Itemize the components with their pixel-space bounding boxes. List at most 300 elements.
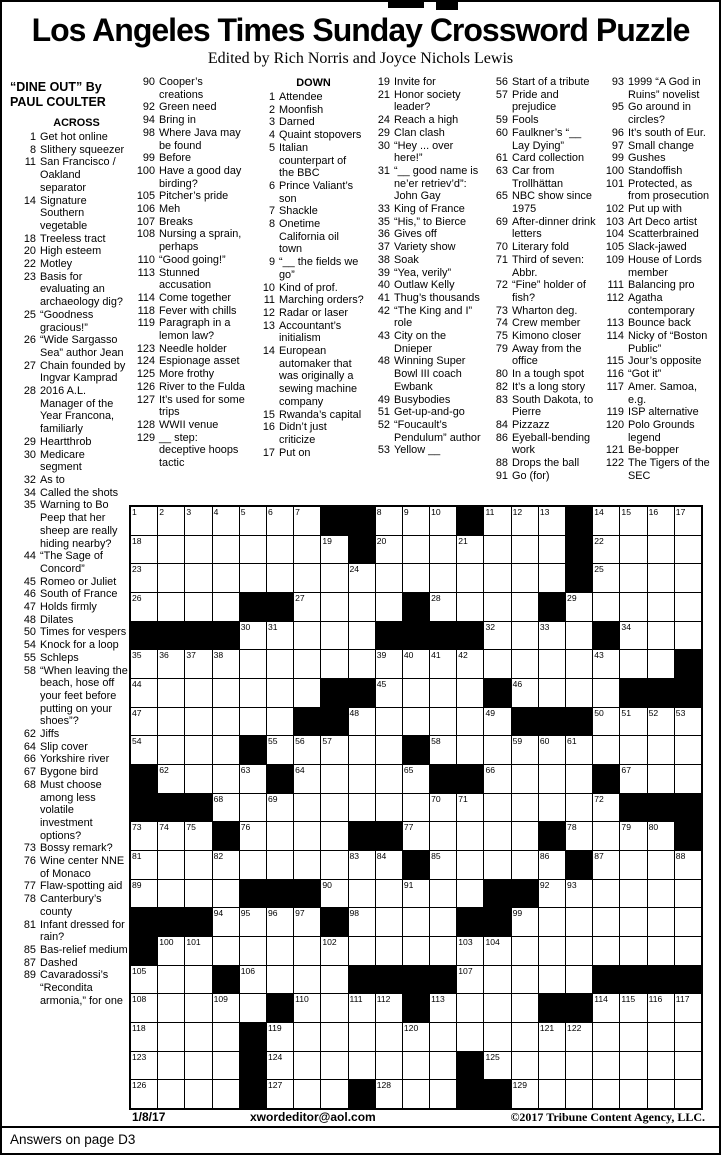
grid-cell xyxy=(457,536,483,564)
clue-number: 37 xyxy=(377,241,390,254)
grid-cell xyxy=(457,679,483,707)
clue-number: 68 xyxy=(23,778,36,791)
grid-cell xyxy=(185,880,211,908)
grid-cell-black xyxy=(484,880,510,908)
clue-number: 100 xyxy=(136,164,155,177)
grid-cell xyxy=(213,536,239,564)
clue-item xyxy=(129,394,247,419)
grid-cell-number: 56 xyxy=(295,736,305,747)
grid-cell-number: 11 xyxy=(485,507,495,517)
clue-text: Stunned accusation xyxy=(159,266,212,292)
clue-number: 79 xyxy=(495,342,508,355)
clue-number: 80 xyxy=(495,368,508,381)
grid-cell xyxy=(566,966,592,994)
grid-cell-number: 55 xyxy=(267,736,278,747)
grid-cell-number: 48 xyxy=(349,707,360,718)
grid-cell-number: 112 xyxy=(376,994,391,1005)
grid-cell-number: 19 xyxy=(322,535,332,546)
grid-cell xyxy=(131,564,157,592)
grid-cell xyxy=(484,507,510,535)
grid-cell-black xyxy=(566,507,592,535)
clue-number: 86 xyxy=(495,431,508,444)
grid-cell xyxy=(484,765,510,793)
grid-cell-black xyxy=(376,622,402,650)
grid-cell xyxy=(294,966,320,994)
grid-cell xyxy=(240,507,266,535)
grid-cell xyxy=(131,536,157,564)
clue-text: “His,” to Bierce xyxy=(394,215,467,228)
clue-item xyxy=(482,305,598,318)
grid-cell xyxy=(158,937,184,965)
clue-text: Pizzazz xyxy=(512,418,550,431)
clue-item xyxy=(249,409,364,422)
grid-cell-number: 23 xyxy=(132,564,142,575)
clue-text: It’s south of Eur. xyxy=(628,126,706,139)
grid-cell-number: 80 xyxy=(648,822,659,833)
clue-text: Pitcher’s pride xyxy=(159,190,229,203)
grid-cell xyxy=(566,822,592,850)
clue-number: 83 xyxy=(495,393,508,406)
clue-text: Breaks xyxy=(159,215,193,228)
grid-cell-number: 105 xyxy=(132,965,147,976)
grid-cell-number: 120 xyxy=(403,1022,419,1033)
clue-column-1 xyxy=(10,116,129,1008)
clue-text: Espionage asset xyxy=(159,355,240,368)
clue-text: Schleps xyxy=(40,651,79,664)
grid-cell xyxy=(593,736,619,764)
grid-cell-black xyxy=(457,1080,483,1108)
grid-cell xyxy=(648,765,674,793)
grid-cell-black xyxy=(566,851,592,879)
clue-item xyxy=(598,406,716,419)
grid-cell xyxy=(566,937,592,965)
clue-text: “Foucault’s Pendulum” author xyxy=(394,418,481,444)
clue-item xyxy=(129,127,247,152)
clue-number: 64 xyxy=(23,740,36,753)
grid-cell-black xyxy=(240,1080,266,1108)
answers-note: Answers on page D3 xyxy=(10,1132,136,1147)
clue-number: 126 xyxy=(136,380,155,393)
clue-item xyxy=(129,381,247,394)
grid-cell-number: 101 xyxy=(186,936,201,947)
clue-number: 49 xyxy=(377,393,390,406)
grid-cell xyxy=(620,994,646,1022)
clue-number: 57 xyxy=(495,88,508,101)
clue-item xyxy=(129,216,247,229)
grid-cell xyxy=(566,650,592,678)
clue-text: Amer. Samoa, e.g. xyxy=(628,380,698,406)
grid-cell xyxy=(213,736,239,764)
grid-cell xyxy=(457,650,483,678)
clue-number: 29 xyxy=(23,435,36,448)
grid-cell xyxy=(566,593,592,621)
grid-cell xyxy=(158,507,184,535)
grid-cell xyxy=(430,536,456,564)
clue-number: 100 xyxy=(605,164,624,177)
clue-text: King of France xyxy=(394,203,465,216)
clue-item xyxy=(598,140,716,153)
grid-cell-black xyxy=(213,966,239,994)
grid-cell xyxy=(620,1023,646,1051)
clue-item xyxy=(129,343,247,356)
clue-item xyxy=(482,165,598,190)
clue-item xyxy=(598,241,716,254)
grid-cell xyxy=(484,564,510,592)
grid-cell xyxy=(185,966,211,994)
grid-cell xyxy=(267,1080,293,1108)
clue-item xyxy=(10,728,129,741)
grid-cell xyxy=(430,650,456,678)
grid-cell-black xyxy=(648,679,674,707)
grid-cell xyxy=(213,1023,239,1051)
grid-cell-number: 96 xyxy=(267,908,278,919)
clue-number: 59 xyxy=(495,114,508,127)
grid-cell-number: 84 xyxy=(376,850,387,861)
grid-cell-black xyxy=(158,794,184,822)
clue-item xyxy=(10,601,129,614)
grid-cell xyxy=(294,822,320,850)
clue-number: 38 xyxy=(377,253,390,266)
grid-cell-number: 59 xyxy=(512,736,523,747)
clue-item xyxy=(10,576,129,589)
clue-item xyxy=(129,228,247,253)
grid-cell-number: 43 xyxy=(594,650,604,661)
clue-number: 63 xyxy=(495,164,508,177)
clue-item xyxy=(129,432,247,470)
grid-cell xyxy=(403,794,429,822)
grid-cell-number: 124 xyxy=(267,1051,283,1062)
clue-number: 7 xyxy=(268,205,275,218)
grid-cell xyxy=(403,765,429,793)
grid-cell-number: 53 xyxy=(675,707,686,718)
grid-cell xyxy=(213,765,239,793)
clue-number: 69 xyxy=(495,215,508,228)
grid-cell-number: 66 xyxy=(485,764,496,775)
grid-cell xyxy=(648,822,674,850)
clue-number: 96 xyxy=(611,126,624,139)
clue-text: Moonfish xyxy=(279,103,324,116)
grid-cell-number: 25 xyxy=(594,564,604,575)
clue-number: 10 xyxy=(262,281,275,294)
clue-item xyxy=(482,241,598,254)
grid-cell-number: 38 xyxy=(213,650,224,661)
clue-number: 91 xyxy=(495,469,508,482)
grid-cell xyxy=(675,593,701,621)
grid-cell-black xyxy=(430,765,456,793)
grid-cell xyxy=(539,507,565,535)
grid-cell xyxy=(294,765,320,793)
grid-cell xyxy=(484,650,510,678)
clue-text: Come together xyxy=(159,291,232,304)
grid-cell xyxy=(267,937,293,965)
clue-text: Bossy remark? xyxy=(40,842,113,855)
clue-item xyxy=(482,394,598,419)
grid-cell-number: 127 xyxy=(267,1080,283,1091)
grid-cell xyxy=(648,851,674,879)
clue-item xyxy=(364,216,482,229)
grid-cell xyxy=(539,937,565,965)
grid-cell xyxy=(294,736,320,764)
grid-cell xyxy=(321,650,347,678)
grid-cell xyxy=(376,593,402,621)
clue-item xyxy=(482,330,598,343)
grid-cell-black xyxy=(457,765,483,793)
clue-text: “Got it” xyxy=(628,368,662,381)
clue-item xyxy=(482,114,598,127)
clue-text: In a tough spot xyxy=(512,368,585,381)
clue-item xyxy=(364,267,482,280)
grid-cell xyxy=(512,536,538,564)
grid-cell-black xyxy=(321,507,347,535)
byline-puzzle-title: “DINE OUT” By xyxy=(10,80,102,94)
grid-cell-black xyxy=(403,736,429,764)
clue-text: River to the Fulda xyxy=(159,380,245,393)
clue-text: Treeless tract xyxy=(40,232,106,245)
clue-text: Busybodies xyxy=(394,393,451,406)
clue-number: 129 xyxy=(136,431,155,444)
grid-cell xyxy=(213,794,239,822)
clue-text: Nursing a sprain, perhaps xyxy=(159,228,242,254)
grid-cell xyxy=(349,1023,375,1051)
grid-cell xyxy=(321,736,347,764)
clue-text: Warning to Bo Peep that her sheep are really hiding nearby? xyxy=(40,499,118,550)
grid-cell xyxy=(593,536,619,564)
clue-item xyxy=(249,104,364,117)
grid-cell-number: 94 xyxy=(213,908,224,919)
clue-text: Cavaradossi’s “Recondita armonia,” for one xyxy=(40,969,123,1007)
grid-cell xyxy=(593,507,619,535)
clue-text: Fever with chills xyxy=(159,304,237,317)
clue-text: Meh xyxy=(159,203,181,216)
grid-cell-black xyxy=(403,593,429,621)
grid-cell-number: 1 xyxy=(132,507,137,517)
grid-cell-black xyxy=(185,794,211,822)
grid-cell xyxy=(349,564,375,592)
grid-cell-black xyxy=(376,822,402,850)
grid-cell xyxy=(349,622,375,650)
clue-item xyxy=(129,152,247,165)
grid-cell-black xyxy=(566,708,592,736)
grid-cell xyxy=(267,622,293,650)
grid-cell-number: 90 xyxy=(322,879,332,890)
grid-cell xyxy=(213,994,239,1022)
grid-cell-black xyxy=(566,994,592,1022)
grid-cell-number: 73 xyxy=(132,822,142,833)
clue-number: 72 xyxy=(495,279,508,292)
clue-column-6 xyxy=(598,76,716,483)
clue-item xyxy=(364,165,482,203)
clue-item xyxy=(10,741,129,754)
clue-item xyxy=(10,919,129,944)
grid-cell-black xyxy=(675,822,701,850)
grid-cell-black xyxy=(593,966,619,994)
clue-item xyxy=(10,626,129,639)
grid-cell xyxy=(240,536,266,564)
clue-text: San Francisco / Oakland separator xyxy=(40,156,116,194)
grid-cell xyxy=(158,880,184,908)
grid-cell xyxy=(131,1023,157,1051)
clue-text: “Good going!” xyxy=(159,253,226,266)
clue-number: 93 xyxy=(611,76,624,88)
clue-number: 54 xyxy=(23,639,36,652)
clue-text: Green need xyxy=(159,101,217,114)
grid-cell xyxy=(131,851,157,879)
clue-item xyxy=(249,320,364,345)
grid-cell xyxy=(158,1023,184,1051)
grid-cell xyxy=(539,564,565,592)
grid-cell xyxy=(213,564,239,592)
grid-cell xyxy=(566,1080,592,1108)
clue-item xyxy=(482,368,598,381)
clue-item xyxy=(129,203,247,216)
grid-cell-number: 99 xyxy=(512,908,523,919)
clue-text: Italian counterpart of the BBC xyxy=(279,141,347,180)
grid-cell xyxy=(267,564,293,592)
clue-text: “Hey ... over here!” xyxy=(394,139,454,165)
clue-item xyxy=(10,550,129,575)
grid-cell-black xyxy=(512,708,538,736)
grid-cell-number: 5 xyxy=(240,507,246,517)
grid-cell-number: 18 xyxy=(132,535,142,546)
grid-cell xyxy=(267,708,293,736)
clue-item xyxy=(10,258,129,271)
grid-cell xyxy=(158,679,184,707)
grid-cell-number: 102 xyxy=(322,936,337,947)
grid-cell xyxy=(294,679,320,707)
grid-cell-number: 24 xyxy=(349,564,360,575)
grid-cell xyxy=(430,880,456,908)
grid-cell xyxy=(512,622,538,650)
clue-text: Honor society leader? xyxy=(394,88,461,114)
grid-cell xyxy=(648,564,674,592)
grid-cell xyxy=(512,937,538,965)
clue-item xyxy=(598,368,716,381)
clue-text: After-dinner drink letters xyxy=(512,215,596,241)
clue-item xyxy=(364,203,482,216)
clue-text: European automaker that was originally a sewing machine company xyxy=(279,345,358,408)
grid-cell xyxy=(430,994,456,1022)
grid-cell xyxy=(593,822,619,850)
grid-cell xyxy=(675,937,701,965)
grid-cell xyxy=(131,708,157,736)
grid-cell-black xyxy=(349,822,375,850)
clue-number: 50 xyxy=(23,626,36,639)
grid-cell-black xyxy=(131,794,157,822)
grid-cell xyxy=(403,1023,429,1051)
grid-cell-black xyxy=(593,765,619,793)
clue-number: 22 xyxy=(23,258,36,271)
grid-cell-black xyxy=(349,1080,375,1108)
clue-item xyxy=(482,216,598,241)
grid-cell xyxy=(539,536,565,564)
clue-item xyxy=(364,279,482,292)
grid-cell xyxy=(539,622,565,650)
grid-cell-number: 35 xyxy=(132,650,142,661)
clue-item xyxy=(598,292,716,317)
grid-cell-black xyxy=(539,708,565,736)
clue-text: “When leaving the beach, hose off your feet before putting on your shoes”? xyxy=(40,664,128,728)
clue-text: South Dakota, to Pierre xyxy=(512,393,594,419)
grid-cell-number: 106 xyxy=(240,965,256,976)
grid-cell-number: 10 xyxy=(431,507,441,517)
clue-number: 14 xyxy=(23,194,36,207)
grid-cell xyxy=(185,536,211,564)
grid-cell xyxy=(349,880,375,908)
clue-text: Wine center NNE of Monaco xyxy=(40,855,125,880)
grid-cell xyxy=(620,708,646,736)
grid-cell xyxy=(321,1080,347,1108)
grid-cell-number: 71 xyxy=(458,793,468,804)
clue-text: __ step: deceptive hoops tactic xyxy=(159,431,239,470)
grid-cell xyxy=(376,994,402,1022)
clue-text: Paragraph in a lemon law? xyxy=(159,317,231,343)
grid-cell-number: 39 xyxy=(376,650,387,661)
grid-cell-black xyxy=(512,880,538,908)
clue-item xyxy=(10,245,129,258)
clue-text: Signature Southern vegetable xyxy=(40,194,88,232)
clue-item xyxy=(129,76,247,101)
grid-cell xyxy=(430,1052,456,1080)
grid-cell xyxy=(675,851,701,879)
grid-cell-number: 97 xyxy=(295,908,305,919)
grid-cell xyxy=(403,536,429,564)
grid-cell-number: 104 xyxy=(485,936,500,947)
grid-cell xyxy=(267,536,293,564)
grid-cell-black xyxy=(457,507,483,535)
grid-cell xyxy=(321,593,347,621)
clue-number: 73 xyxy=(495,304,508,317)
clue-item xyxy=(249,205,364,218)
clue-number: 66 xyxy=(23,753,36,766)
grid-cell xyxy=(512,564,538,592)
clue-text: Have a good day birding? xyxy=(159,164,242,190)
clue-number: 58 xyxy=(23,664,36,677)
clue-number: 78 xyxy=(23,893,36,906)
grid-cell xyxy=(539,765,565,793)
clue-text: The Tigers of the SEC xyxy=(628,457,710,482)
grid-cell xyxy=(430,822,456,850)
clue-number: 94 xyxy=(142,114,155,127)
grid-cell-black xyxy=(539,593,565,621)
clue-item xyxy=(598,444,716,457)
grid-cell xyxy=(321,765,347,793)
grid-cell xyxy=(566,1052,592,1080)
clue-column-5 xyxy=(482,76,598,483)
clue-item xyxy=(364,292,482,305)
clue-text: Faulkner’s “__ Lay Dying” xyxy=(512,126,582,152)
grid-cell xyxy=(593,851,619,879)
grid-cell xyxy=(267,736,293,764)
grid-cell xyxy=(321,564,347,592)
footer-date: 1/8/17 xyxy=(132,1110,166,1124)
grid-cell xyxy=(158,765,184,793)
grid-cell xyxy=(593,593,619,621)
clue-item xyxy=(10,957,129,970)
grid-cell xyxy=(403,908,429,936)
grid-cell-black xyxy=(675,679,701,707)
clue-number: 8 xyxy=(29,143,36,156)
grid-cell-black xyxy=(131,622,157,650)
grid-cell xyxy=(430,1023,456,1051)
clue-item xyxy=(598,127,716,140)
grid-cell xyxy=(484,708,510,736)
page-subtitle: Edited by Rich Norris and Joyce Nichols Lewis xyxy=(207,50,514,67)
clue-item xyxy=(249,116,364,129)
clue-number: 109 xyxy=(605,253,624,266)
clue-item xyxy=(364,76,482,89)
clue-text: Quaint stopovers xyxy=(279,129,362,142)
grid-cell xyxy=(566,736,592,764)
